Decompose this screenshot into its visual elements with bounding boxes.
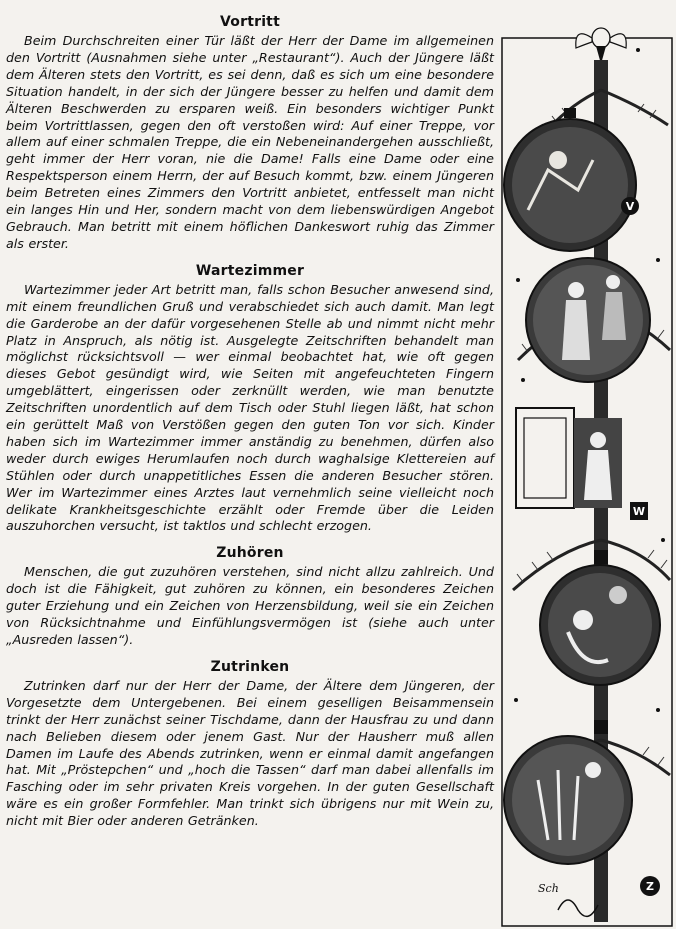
ornament-zuhoeren (540, 550, 660, 685)
ornament-zutrinken (504, 720, 660, 896)
section-zuhoeren (6, 545, 494, 649)
section-paragraph: Wartezimmer jeder Art betritt man, falls schon Besucher anwesend sind, mit einem freundlichen Gruß und verabschiedet sich auch damit. Man legt die Garderobe an der dafür vorgesehenen Stelle ab und nimmt nicht mehr Platz in Anspruch, als nötig ist. Ausgelegte Zeitschriften behandelt man möglichst rücksichtsvoll — wer einmal beobachtet hat, wie oft gegen dieses Gebot gesündigt wird, wie Seiten mit angefeuchteten Fingern umgeblättert, eingerissen oder zerknüllt werden, wie man benutzte Zeitschriften unordentlich auf dem Tisch oder Stuhl liegen läßt, hat schon ein gerüttelt Maß von Verstößen gegen den guten Ton vor sich. Kinder haben sich im Wartezimmer immer anständig zu benehmen, dürfen also weder durch ewiges Herumlaufen noch durch waghalsige Klettereien auf Stühlen oder durch unappetitliches Essen die anderen Besucher stören. Wer im Wartezimmer eines Arztes laut vernehmlich seine vielleicht noch delikate Krankheitsgeschichte erzählt oder Fremde über die Leiden auszuhorchen versucht, ist taktlos und schlecht erzogen. (6, 281, 494, 534)
section-wartezimmer (6, 263, 494, 536)
artist-signature: Sch (538, 882, 559, 895)
section-vortritt (6, 14, 494, 253)
signature-flourish (558, 900, 598, 916)
text-column (6, 14, 494, 840)
ornament-vortritt (504, 108, 639, 251)
ornament-door (516, 408, 648, 520)
section-heading: Zuhören (216, 545, 284, 562)
ornament-couple (526, 258, 650, 382)
section-heading: Wartezimmer (195, 262, 305, 279)
section-paragraph: Zutrinken darf nur der Herr der Dame, der Ältere dem Jüngeren, der Vorgesetzte dem Untergebenen. Bei einem geselligen Beisammensein trinkt der Herr zunächst seiner Tischdame, dann der Hausfrau zu und dann nach Belieben diesem oder jenem Gast. Nur der Hausherr muß allen Damen im Laufe des Abends zutrinken, wenn er einmal damit angefangen hat. Mit „Pröstерchen“ und „hoch die Tassen“ darf man dabei allenfalls im Fasching oder im sehr privaten Kreis vorgehen. In der guten Gesellschaft wäre es ein großer Formfehler. Man trinkt sich übrigens nur mit Wein zu, nicht mit Bier oder anderen Getränken. (6, 677, 494, 829)
angel-icon (576, 28, 626, 64)
section-zutrinken (6, 659, 494, 830)
christmas-tree-illustration (498, 20, 676, 929)
section-paragraph: Beim Durchschreiten einer Tür läßt der Herr der Dame im allgemeinen den Vortritt (Ausnahmen siehe unter „Restaurant“). Auch der Jüngere läßt dem Älteren stets den Vortritt, es sei denn, daß es sich um eine besondere Situation handelt, in der sich der Jüngere besser zu helfen und damit dem Älteren Beschwerden zu ersparen weiß. Ein besonders wichtiger Punkt beim Vortrittlassen, gegen den oft verstoßen wird: Auf einer Treppe, vor allem auf einer schmalen Treppe, die ein Nebeneinandergehen ausschließt, geht immer der Herr voran, nie die Dame! Falls eine Dame oder eine Respektsperson einem Herrn, der auf Besuch kommt, bzw. einem Jüngeren beim Betreten eines Zimmers den Vortritt anbietet, entfesselt man nicht ein langes Hin und Her, sondern macht von dem liebenswürdigen Angebot Gebrauch. Man betritt mit einem höflichen Dankeswort ruhig das Zimmer als erster. (6, 33, 494, 251)
section-heading: Vortritt (220, 14, 280, 30)
monogram-v: V (625, 200, 635, 213)
section-paragraph: Menschen, die gut zuzuhören verstehen, sind nicht allzu zahlreich. Und doch ist die Fähigkeit, gut zuhören zu können, ein besonderes Zeichen guter Erziehung und ein Zeichen von Herzensbildung, weil sie ein Zeichen von Rücksichtnahme und Einfühlungsvermögen ist (siehe auch unter „Ausreden lassen“). (6, 564, 494, 647)
section-heading: Zutrinken (210, 658, 290, 675)
monogram-w: W (632, 505, 646, 518)
monogram-z: Z (646, 880, 654, 893)
